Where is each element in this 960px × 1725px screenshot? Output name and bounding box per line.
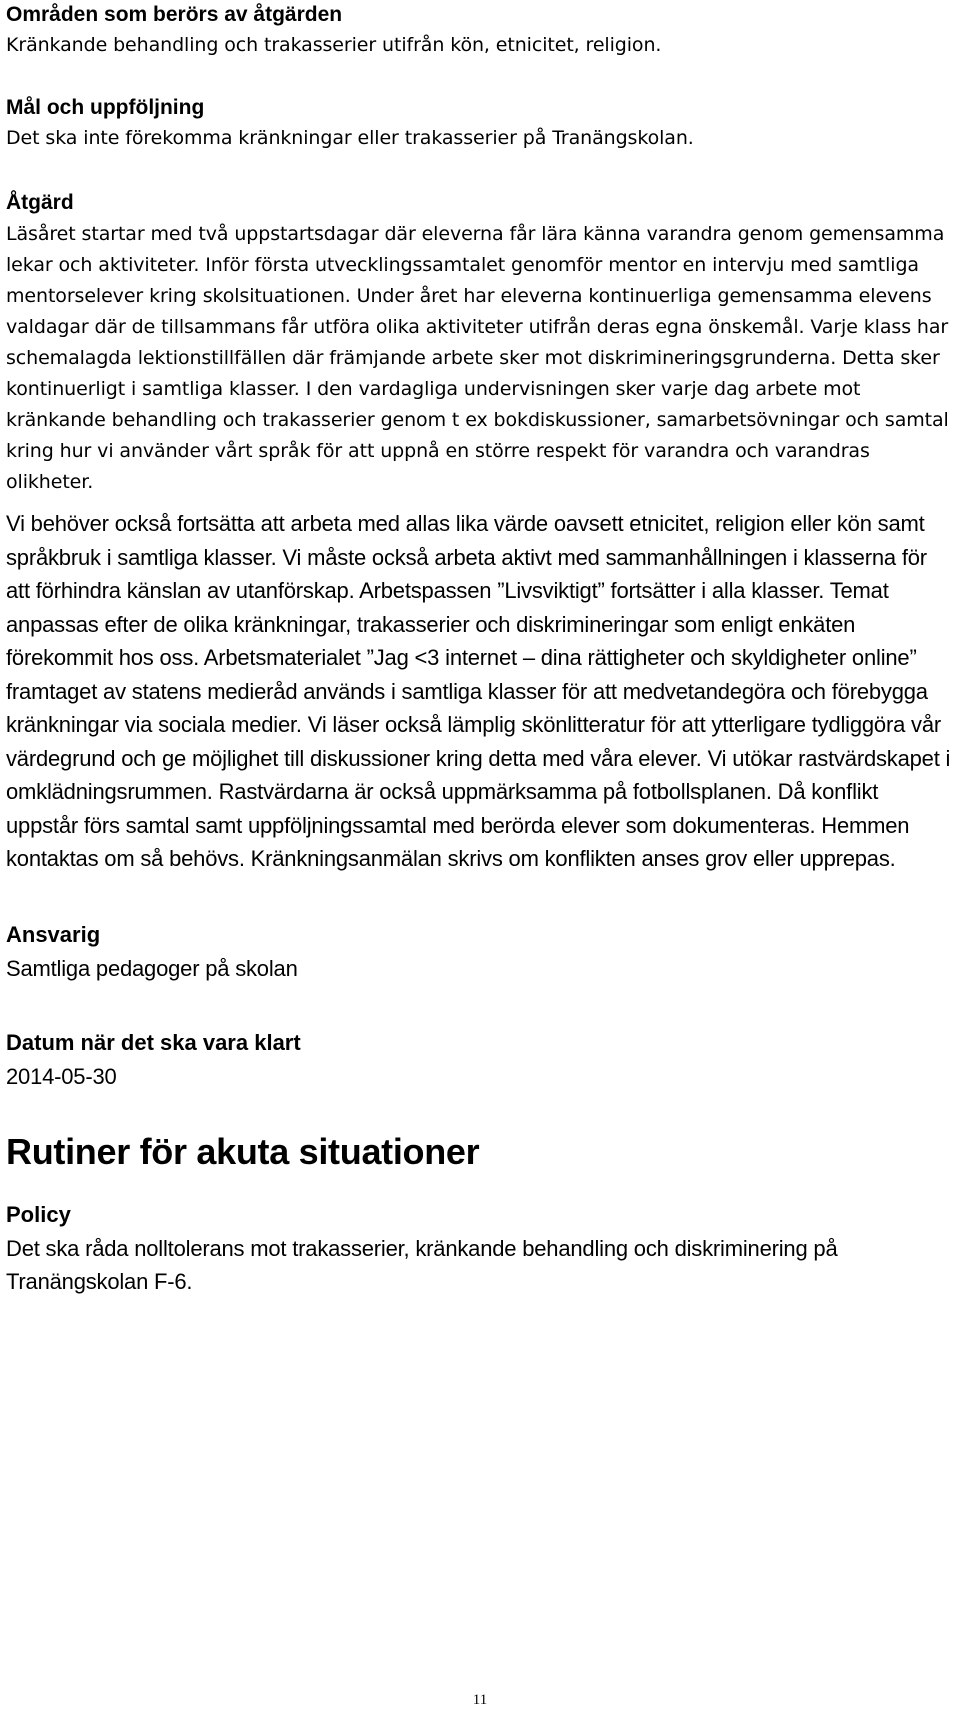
section-body: Det ska inte förekomma kränkningar eller trakasserier på Tranängskolan.: [6, 127, 694, 149]
section-body: Läsåret startar med två uppstartsdagar där eleverna får lära känna varandra genom gemensamma lekar och aktiviteter. Inför första utvecklingssamtalet genomför mentor en intervju med samtliga mentorselever kring skolsituationen. Under året har eleverna kontinuerliga gemensamma elevens valdagar där de tillsammans får utföra olika aktiviteter utifrån deras egna önskemål. Varje klass har schemalagda lektionstillfällen där främjande arbete sker mot diskrimineringsgrunderna. Detta sker kontinuerligt i samtliga klasser. I den vardagliga undervisningen sker varje dag arbete mot kränkande behandling och trakasserier genom t ex bokdiskussioner, samarbetsövningar och samtal kring hur vi använder vårt språk för att uppnå en större respekt för varandra och varandras olikheter.: [6, 223, 949, 493]
page-title: Rutiner för akuta situationer: [6, 1130, 480, 1172]
document-content: [6, 0, 954, 1298]
section-body: Samtliga pedagoger på skolan: [6, 955, 298, 981]
section-body: Det ska råda nolltolerans mot trakasserier, kränkande behandling och diskriminering på Tranängskolan F-6.: [6, 1235, 838, 1294]
section-policy: [6, 1198, 954, 1298]
section-heading: Åtgärd: [6, 191, 74, 214]
section-body: Kränkande behandling och trakasserier utifrån kön, etnicitet, religion.: [6, 34, 662, 56]
section-action: [6, 187, 954, 876]
section-body-continued: Vi behöver också fortsätta att arbeta med allas lika värde oavsett etnicitet, religion eller kön samt språkbruk i samtliga klasser. Vi måste också arbeta aktivt med sammanhållningen i klasserna för att förhindra känslan av utanförskap. Arbetspassen ”Livsviktigt” fortsätter i alla klasser. Temat anpassas efter de olika kränkningar, trakasserier och diskrimineringar som enligt enkäten förekommit hos oss. Arbetsmaterialet ”Jag <3 internet – dina rättigheter och skyldigheter online” framtaget av statens medieråd används i samtliga klasser för att medvetandegöra och förebygga kränkningar via sociala medier. Vi läser också lämplig skönlitteratur för att ytterligare tydliggöra vår värdegrund och ge möjlighet till diskussioner kring detta med våra elever. Vi utökar rastvärdskapet i omklädningsrummen. Rastvärdarna är också uppmärksamma på fotbollsplanen. Då konflikt uppstår förs samtal samt uppföljningssamtal med berörda elever som dokumenteras. Hemmen kontaktas om så behövs. Kränkningsanmälan skrivs om konflikten anses grov eller upprepas.: [6, 511, 951, 871]
section-heading: Ansvarig: [6, 921, 101, 947]
section-affected-areas: [6, 0, 954, 60]
section-heading: Datum när det ska vara klart: [6, 1029, 301, 1055]
section-heading: Policy: [6, 1201, 71, 1227]
section-heading: Områden som berörs av åtgärden: [6, 3, 343, 26]
section-goals: [6, 93, 954, 153]
page-number: 11: [472, 1692, 488, 1708]
section-responsible: [6, 918, 954, 986]
section-deadline: [6, 1026, 954, 1094]
section-heading: Mål och uppföljning: [6, 96, 205, 119]
section-body: 2014-05-30: [6, 1063, 117, 1089]
